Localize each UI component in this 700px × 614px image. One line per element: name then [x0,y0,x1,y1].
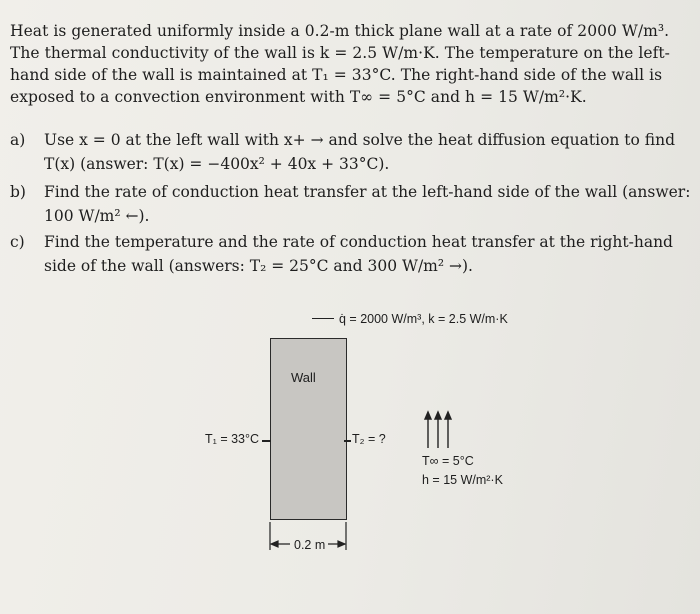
part-b-label: b) [10,183,26,201]
left-temperature-label: T₁ = 33°C [205,432,260,446]
right-temperature-tick [344,440,351,442]
part-c-label: c) [10,233,25,251]
thickness-label: 0.2 m [294,538,326,552]
part-b-answer: 100 W/m² ←). [44,207,150,225]
plane-wall [270,338,347,520]
ambient-temperature-label: T∞ = 5°C [422,454,474,468]
problem-statement [10,20,686,108]
part-c-text: Find the temperature and the rate of conduction heat transfer at the right-hand [44,233,673,251]
problem-line: exposed to a convection environment with T∞ = 5°C and h = 15 W/m²·K. [10,88,587,106]
part-b-text: Find the rate of conduction heat transfer at the left-hand side of the wall (answer: [44,183,691,201]
part-a [10,128,690,176]
part-c [10,230,690,278]
note-leader-line [312,318,334,319]
part-a-answer: T(x) (answer: T(x) = −400x² + 40x + 33°C). [44,155,390,173]
right-temperature-label: T₂ = ? [352,432,386,446]
problem-line: Heat is generated uniformly inside a 0.2-m thick plane wall at a rate of 2000 W/m³. [10,22,670,40]
wall-diagram [0,290,700,590]
problem-line: hand side of the wall is maintained at T₁ = 33°C. The right-hand side of the wall is [10,66,663,84]
generation-note: q̇ = 2000 W/m³, k = 2.5 W/m·K [339,312,508,326]
problem-line: The thermal conductivity of the wall is k = 2.5 W/m·K. The temperature on the left- [10,44,670,62]
part-a-label: a) [10,131,26,149]
convection-arrows-icon [420,410,460,450]
convection-coefficient-label: h = 15 W/m²·K [422,473,503,487]
part-b [10,180,690,228]
part-c-answer: side of the wall (answers: T₂ = 25°C and 300 W/m² →). [44,257,473,275]
wall-label: Wall [291,370,316,385]
left-temperature-tick [262,440,271,442]
part-a-text: Use x = 0 at the left wall with x+ → and solve the heat diffusion equation to find [44,131,676,149]
